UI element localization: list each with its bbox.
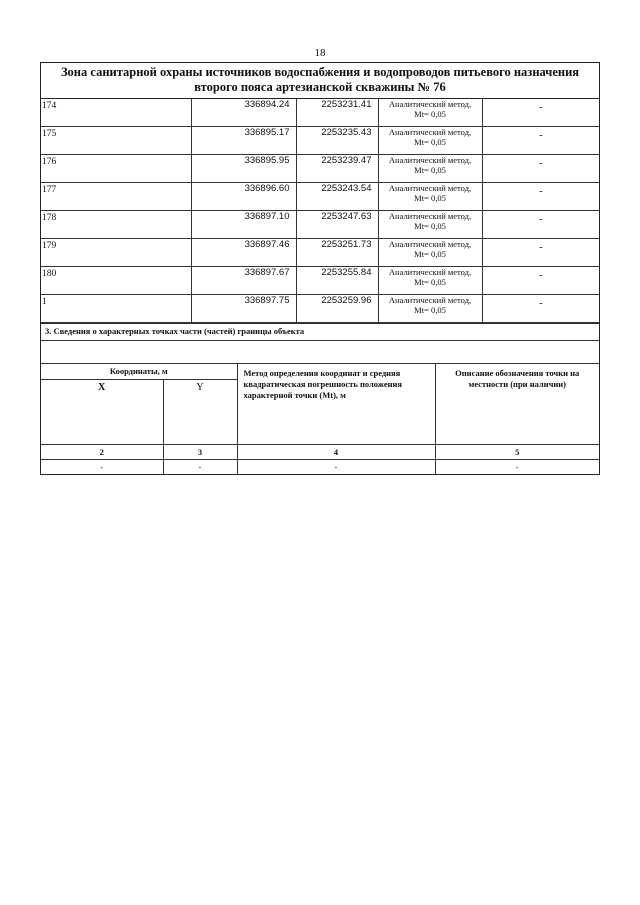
point-number: 176 <box>41 155 191 183</box>
section-3-table <box>41 363 599 474</box>
empty-cell: - <box>435 460 599 475</box>
point-description: - <box>482 295 599 323</box>
point-description: - <box>482 267 599 295</box>
coord-y: 2253255.84 <box>296 267 378 295</box>
method-line-1: Аналитический метод, <box>388 211 472 221</box>
method-cell <box>378 239 482 267</box>
coord-y: 2253231.41 <box>296 99 378 127</box>
method-line-2: Mt= 0,05 <box>414 249 446 259</box>
coord-y: 2253243.54 <box>296 183 378 211</box>
method-line-2: Mt= 0,05 <box>414 137 446 147</box>
method-line-1: Аналитический метод, <box>388 267 472 277</box>
col-number: 2 <box>41 445 163 460</box>
table-row <box>41 155 599 183</box>
col-number: 3 <box>163 445 237 460</box>
point-number: 179 <box>41 239 191 267</box>
point-number: 177 <box>41 183 191 211</box>
method-line-2: Mt= 0,05 <box>414 165 446 175</box>
table-row <box>41 295 599 323</box>
point-description: - <box>482 155 599 183</box>
document-title <box>41 63 599 99</box>
empty-cell: - <box>163 460 237 475</box>
table-row <box>41 99 599 127</box>
coord-x: 336897.67 <box>191 267 296 295</box>
method-line-2: Mt= 0,05 <box>414 277 446 287</box>
col-number: 4 <box>237 445 435 460</box>
coord-x: 336894.24 <box>191 99 296 127</box>
method-header: Метод определения координат и средняя квадратическая погрешность положения характерной точки (Mt), м <box>237 364 435 445</box>
method-cell <box>378 267 482 295</box>
coord-y: 2253259.96 <box>296 295 378 323</box>
y-header: Y <box>163 380 237 445</box>
empty-data-row <box>41 460 599 475</box>
coord-x: 336897.75 <box>191 295 296 323</box>
coord-x: 336895.95 <box>191 155 296 183</box>
method-cell <box>378 99 482 127</box>
method-cell <box>378 183 482 211</box>
point-description: - <box>482 239 599 267</box>
point-number: 174 <box>41 99 191 127</box>
method-cell <box>378 211 482 239</box>
coord-y: 2253239.47 <box>296 155 378 183</box>
x-header: X <box>41 380 163 445</box>
method-line-2: Mt= 0,05 <box>414 193 446 203</box>
points-table <box>41 99 599 323</box>
coord-y: 2253251.73 <box>296 239 378 267</box>
empty-cell: - <box>41 460 163 475</box>
table-row <box>41 239 599 267</box>
coord-x: 336895.17 <box>191 127 296 155</box>
point-description: - <box>482 127 599 155</box>
table-row <box>41 267 599 295</box>
section-3-spacer <box>41 340 599 363</box>
coord-x: 336896.60 <box>191 183 296 211</box>
coords-header <box>41 364 237 380</box>
table-row <box>41 211 599 239</box>
method-line-1: Аналитический метод, <box>388 99 472 109</box>
coord-x: 336897.10 <box>191 211 296 239</box>
document-frame <box>40 62 600 475</box>
method-cell <box>378 155 482 183</box>
coord-y: 2253235.43 <box>296 127 378 155</box>
point-number: 175 <box>41 127 191 155</box>
coords-header-label: Координаты, м <box>109 366 168 376</box>
point-number: 180 <box>41 267 191 295</box>
point-description: - <box>482 211 599 239</box>
title-line-2: второго пояса артезианской скважины № 76 <box>194 80 446 94</box>
method-cell <box>378 127 482 155</box>
method-line-1: Аналитический метод, <box>388 155 472 165</box>
page-number: 18 <box>314 47 326 59</box>
table-row <box>41 183 599 211</box>
method-line-2: Mt= 0,05 <box>414 221 446 231</box>
coord-x: 336897.46 <box>191 239 296 267</box>
method-line-1: Аналитический метод, <box>388 239 472 249</box>
method-line-2: Mt= 0,05 <box>414 305 446 315</box>
empty-cell: - <box>237 460 435 475</box>
method-line-1: Аналитический метод, <box>388 183 472 193</box>
method-line-1: Аналитический метод, <box>388 127 472 137</box>
column-numbers-row <box>41 445 599 460</box>
point-number: 1 <box>41 295 191 323</box>
description-header: Описание обозначения точки на местности (при наличии) <box>435 364 599 445</box>
point-description: - <box>482 183 599 211</box>
coord-y: 2253247.63 <box>296 211 378 239</box>
col-number: 5 <box>435 445 599 460</box>
method-line-2: Mt= 0,05 <box>414 109 446 119</box>
title-line-1: Зона санитарной охраны источников водоспабжения и водопроводов питьевого назначения <box>60 65 580 79</box>
point-description: - <box>482 99 599 127</box>
point-number: 178 <box>41 211 191 239</box>
method-line-1: Аналитический метод, <box>388 295 472 305</box>
method-cell <box>378 295 482 323</box>
table-row <box>41 127 599 155</box>
section-3-heading: 3. Сведения о характерных точках части (частей) границы объекта <box>41 323 599 340</box>
